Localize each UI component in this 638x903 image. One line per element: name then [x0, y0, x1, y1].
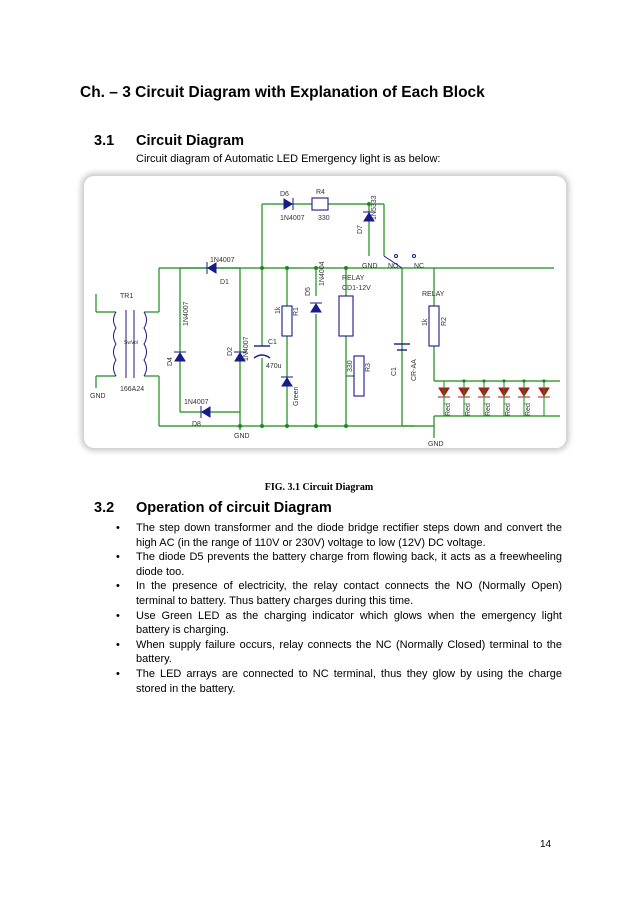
label-bridge-top: 1N4007: [210, 257, 235, 264]
label-r1-val: 1k: [275, 306, 282, 314]
capacitor-c1-icon: [254, 346, 270, 358]
label-gnd-right: GND: [428, 441, 444, 448]
section-number: 3.2: [94, 500, 115, 516]
label-d4: D4: [167, 357, 174, 366]
operation-bullet-list: [114, 521, 562, 696]
bullet-icon: •: [116, 551, 120, 564]
label-r4: R4: [316, 189, 325, 196]
section-intro: Circuit diagram of Automatic LED Emergency light is as below:: [136, 153, 441, 165]
led-array: [438, 381, 550, 416]
label-led5: Red: [525, 403, 532, 416]
label-r2-val: 1k: [422, 318, 429, 326]
label-r3-val: 330: [347, 360, 354, 372]
label-c1-val: 470u: [266, 363, 282, 370]
label-r3: R3: [365, 363, 372, 372]
resistor-r2-icon: [429, 306, 439, 346]
chapter-title: Ch. – 3 Circuit Diagram with Explanation of Each Block: [80, 84, 485, 101]
label-no: NO: [388, 263, 399, 270]
label-d1: D1: [220, 279, 229, 286]
green-led-icon: [281, 377, 293, 386]
label-led3: Red: [485, 403, 492, 416]
resistor-r1-icon: [282, 306, 292, 336]
list-item: • The diode D5 prevents the battery charge from flowing back, it acts as a freewheeling diode too.: [116, 551, 562, 578]
list-item: • In the presence of electricity, the relay contact connects the NO (Normally Open) terminal to battery. Thus battery charges during this time.: [116, 580, 562, 607]
label-gnd-left: GND: [90, 393, 106, 400]
label-d8: D8: [192, 421, 201, 428]
label-d5-part: 1N4004: [319, 261, 326, 286]
circuit-diagram: [84, 176, 566, 448]
label-tr1: TR1: [120, 293, 134, 300]
bullet-icon: •: [116, 609, 120, 622]
label-d7: D7: [357, 225, 364, 234]
section-number: 3.1: [94, 133, 115, 149]
red-led-icon: [538, 381, 550, 416]
diode-d8-icon: [201, 406, 210, 418]
label-bridge-right: 1N4007: [243, 336, 250, 361]
label-d7-part: 1N5333: [371, 195, 378, 220]
label-bridge-left: 1N4007: [183, 301, 190, 326]
label-green: Green: [293, 386, 300, 406]
section-title: Circuit Diagram: [136, 133, 244, 149]
label-d6-part: 1N4007: [280, 215, 305, 222]
list-item: • Use Green LED as the charging indicator which glows when the emergency light battery is charging.: [116, 609, 562, 637]
label-relay2: RELAY: [422, 291, 445, 298]
label-bridge-bottom: 1N4007: [184, 399, 209, 406]
section-title: Operation of circuit Diagram: [136, 500, 332, 516]
bullet-icon: •: [116, 667, 120, 680]
label-r4-val: 330: [318, 215, 330, 222]
list-item: • The LED arrays are connected to NC terminal, thus they glow by using the charge stored in the battery.: [116, 667, 562, 695]
bullet-icon: •: [116, 522, 120, 534]
label-relay-part: CD1-12V: [342, 285, 371, 292]
bullet-icon: •: [116, 638, 120, 651]
figure-caption: FIG. 3.1 Circuit Diagram: [264, 482, 374, 493]
label-sw: SwVol: [124, 340, 138, 346]
label-d5: D5: [305, 287, 312, 296]
label-nc: NC: [414, 263, 425, 270]
label-led2: Red: [465, 403, 472, 416]
label-gnd-bottom: GND: [234, 433, 250, 440]
page-number: 14: [540, 839, 552, 850]
resistor-r4-icon: [312, 198, 328, 210]
diode-d4-icon: [174, 352, 186, 361]
label-r1: R1: [293, 307, 300, 316]
label-r2: R2: [441, 317, 448, 326]
label-relay: RELAY: [342, 275, 365, 282]
label-c1: C1: [268, 339, 277, 346]
relay-coil-icon: [339, 296, 353, 336]
label-model: 166A24: [120, 386, 145, 393]
label-led1: Red: [445, 403, 452, 416]
diode-d5-icon: [310, 303, 322, 312]
label-d6: D6: [280, 191, 289, 198]
label-led4: Red: [505, 403, 512, 416]
label-battery: CR-AA: [411, 359, 418, 381]
circuit-diagram-frame: [84, 176, 566, 448]
list-item: • The step down transformer and the diode bridge rectifier steps down and convert the high AC (in the range of 110V or 230V) voltage to low (12V) DC voltage.: [116, 522, 562, 549]
bullet-icon: •: [116, 580, 120, 593]
list-item: • When supply failure occurs, relay connects the NC (Normally Closed) terminal to the battery.: [116, 638, 562, 666]
resistor-r3-icon: [354, 356, 364, 396]
label-gnd-d7: GND: [362, 263, 378, 270]
label-d2: D2: [227, 347, 234, 356]
label-c1-battery: C1: [391, 367, 398, 376]
diode-d6-icon: [284, 198, 293, 210]
